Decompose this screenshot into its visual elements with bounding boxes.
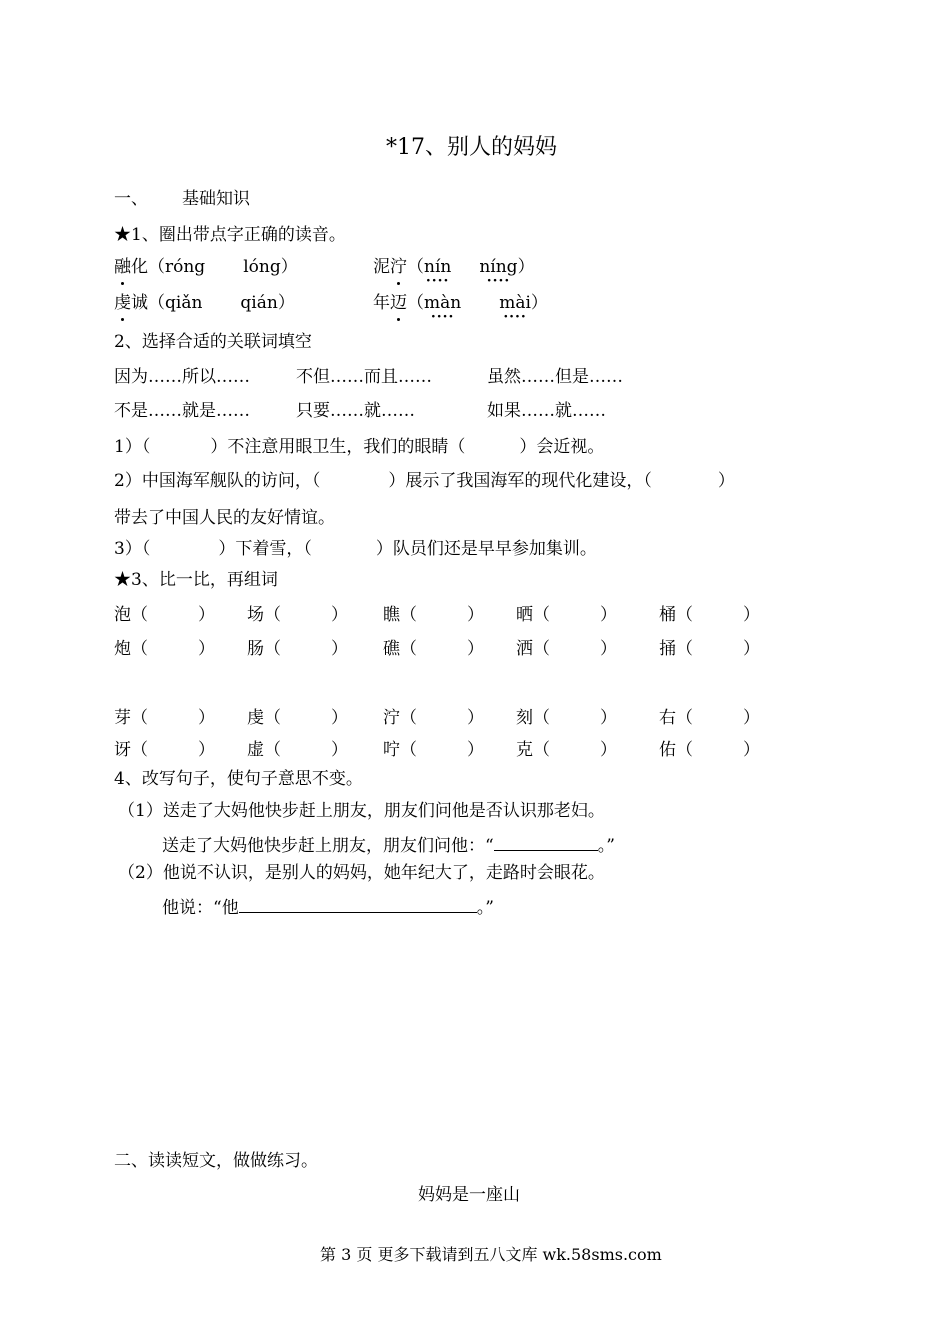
pinyin-option[interactable]: nín ···· [424, 259, 451, 276]
word-compare-item: 洒（ ） [516, 639, 617, 659]
pinyin-option[interactable]: lóng [243, 257, 281, 277]
character: 咛 [383, 740, 400, 760]
pinyin-item: 虔诚（qiǎn qián） [114, 293, 295, 313]
page-title: *17、别人的妈妈 [386, 135, 557, 160]
character: 佑 [659, 740, 676, 760]
rewrite-item-1: （1）送走了大妈他快步赶上朋友，朋友们问他是否认识那老妇。 [118, 801, 605, 821]
page-footer: 第 3 页 更多下载请到五八文库 wk.58sms.com [320, 1245, 662, 1264]
character: 炮 [114, 639, 131, 659]
word-compare-item: 炮（ ） [114, 639, 215, 659]
word-compare-item: 虔（ ） [247, 708, 348, 728]
pinyin-option[interactable]: róng [165, 257, 206, 277]
character: 刻 [516, 708, 533, 728]
word-compare-item: 桶（ ） [659, 605, 760, 625]
conjunction-option: 不但……而且…… [296, 367, 432, 387]
pinyin-option[interactable]: màn ···· [424, 295, 461, 312]
character: 晒 [516, 605, 533, 625]
sentence-2: 2）中国海军舰队的访问，（ ）展示了我国海军的现代化建设，（ ） [114, 471, 735, 491]
word-compare-item: 肠（ ） [247, 639, 348, 659]
character: 克 [516, 740, 533, 760]
conjunction-option: 不是……就是…… [114, 401, 250, 421]
pinyin-option[interactable]: qiǎn [165, 293, 203, 313]
pinyin-item: 融化（róng lóng） [114, 257, 298, 277]
character: 礁 [383, 639, 400, 659]
word-compare-item: 泞（ ） [383, 708, 484, 728]
character: 右 [659, 708, 676, 728]
character: 泡 [114, 605, 131, 625]
word-compare-item: 瞧（ ） [383, 605, 484, 625]
character: 虚 [247, 740, 264, 760]
rewrite-item-2: （2）他说不认识，是别人的妈妈，她年纪大了，走路时会眼花。 [118, 863, 605, 883]
word-compare-item: 克（ ） [516, 740, 617, 760]
section-2-heading: 二、读读短文，做做练习。 [114, 1151, 318, 1171]
sentence-3: 3）（ ）下着雪，（ ）队员们还是早早参加集训。 [114, 539, 597, 559]
character: 瞧 [383, 605, 400, 625]
character: 洒 [516, 639, 533, 659]
sentence-2-continued: 带去了中国人民的友好情谊。 [114, 508, 335, 528]
conjunction-option: 因为……所以…… [114, 367, 250, 387]
character: 讶 [114, 740, 131, 760]
character: 芽 [114, 708, 131, 728]
character: 捅 [659, 639, 676, 659]
question-1-heading: ★1、圈出带点字正确的读音。 [114, 225, 346, 245]
emphasis-char: 融 [114, 257, 131, 277]
word-compare-item: 右（ ） [659, 708, 760, 728]
word-compare-item: 讶（ ） [114, 740, 215, 760]
word-compare-item: 咛（ ） [383, 740, 484, 760]
section-number: 一、 [114, 189, 148, 209]
character: 场 [247, 605, 264, 625]
pinyin-option[interactable]: mài ···· [499, 295, 531, 312]
conjunction-option: 如果……就…… [487, 401, 606, 421]
answer-line[interactable] [494, 834, 598, 851]
word-compare-item: 佑（ ） [659, 740, 760, 760]
word-compare-item: 场（ ） [247, 605, 348, 625]
pinyin-item: 泥泞（nín ···· níng ····） [373, 259, 535, 276]
sentence-1: 1）（ ）不注意用眼卫生，我们的眼睛（ ）会近视。 [114, 437, 605, 457]
conjunction-option: 虽然……但是…… [487, 367, 623, 387]
passage-title: 妈妈是一座山 [418, 1185, 520, 1205]
character: 肠 [247, 639, 264, 659]
word-compare-item: 捅（ ） [659, 639, 760, 659]
word-compare-item: 晒（ ） [516, 605, 617, 625]
emphasis-char: 迈 [390, 293, 407, 313]
word-compare-item: 虚（ ） [247, 740, 348, 760]
pinyin-item: 年迈（màn ···· mài ····） [373, 295, 548, 312]
rewrite-answer-1: 送走了大妈他快步赶上朋友，朋友们问他：“ 。” [162, 836, 615, 856]
answer-line[interactable] [239, 896, 477, 913]
word-compare-item: 礁（ ） [383, 639, 484, 659]
pinyin-option[interactable]: níng ···· [479, 259, 517, 276]
emphasis-char: 泞 [390, 257, 407, 277]
pinyin-option[interactable]: qián [240, 293, 278, 313]
rewrite-answer-2: 他说：“他 。” [162, 898, 494, 918]
conjunction-option: 只要……就…… [296, 401, 415, 421]
word-compare-item: 泡（ ） [114, 605, 215, 625]
word-compare-item: 芽（ ） [114, 708, 215, 728]
question-4-heading: 4、改写句子，使句子意思不变。 [114, 769, 363, 789]
word-compare-item: 刻（ ） [516, 708, 617, 728]
character: 泞 [383, 708, 400, 728]
section-heading: 基础知识 [182, 189, 250, 209]
character: 虔 [247, 708, 264, 728]
question-2-heading: 2、选择合适的关联词填空 [114, 332, 312, 352]
character: 桶 [659, 605, 676, 625]
emphasis-char: 虔 [114, 293, 131, 313]
question-3-heading: ★3、比一比，再组词 [114, 570, 278, 590]
